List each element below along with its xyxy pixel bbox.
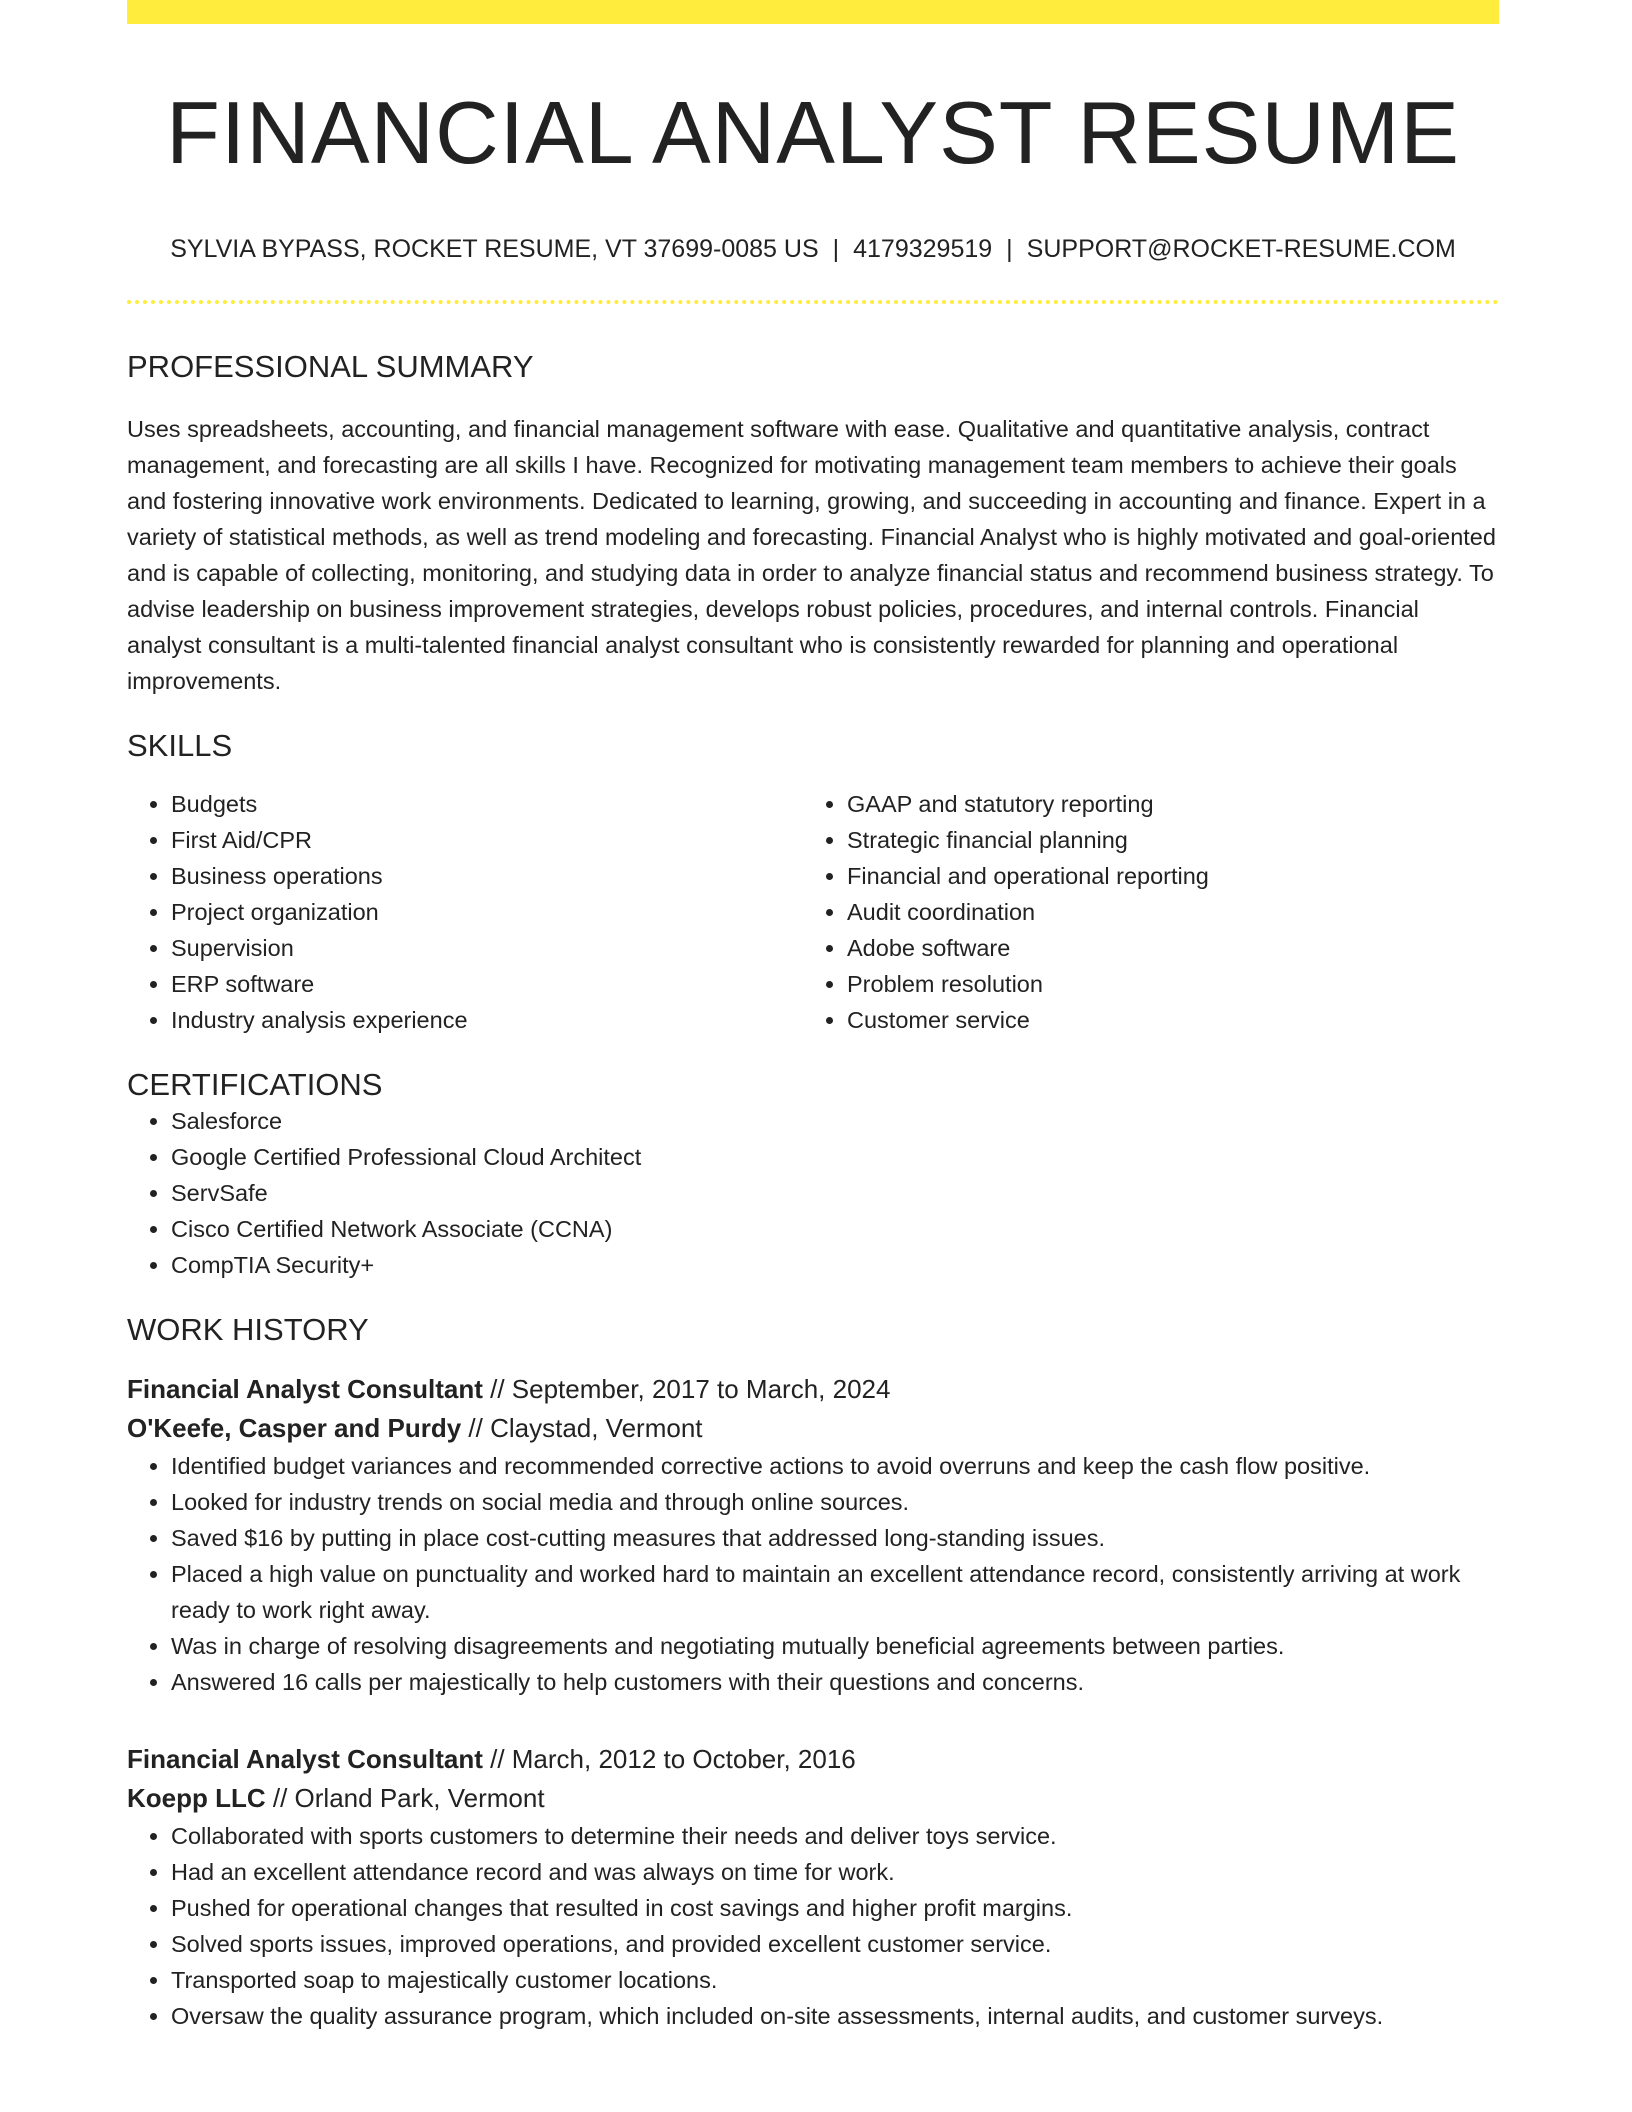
contact-line: [127, 234, 1499, 264]
job-bullet: • Identified budget variances and recommended corrective actions to avoid overruns and keep the cash flow positive.: [171, 1448, 1499, 1484]
job-bullet-list: [127, 1448, 1499, 1700]
certification-item: • Salesforce: [171, 1103, 1499, 1139]
job-company: O'Keefe, Casper and Purdy: [127, 1413, 462, 1444]
certification-item: • CompTIA Security+: [171, 1247, 1499, 1283]
resume-title: FINANCIAL ANALYST RESUME: [166, 83, 1460, 182]
certifications-heading: CERTIFICATIONS: [127, 1066, 383, 1102]
job-bullet: • Pushed for operational changes that resulted in cost savings and higher profit margins.: [171, 1890, 1499, 1926]
skill-item: • Project organization: [171, 894, 803, 930]
job-dates: // March, 2012 to October, 2016: [482, 1744, 856, 1775]
job-location: // Claystad, Vermont: [461, 1413, 703, 1444]
dotted-divider: [127, 300, 1499, 304]
skills-column-left: [127, 786, 803, 1038]
job-bullet: • Answered 16 calls per majestically to help customers with their questions and concerns.: [171, 1664, 1499, 1700]
job-title: Financial Analyst Consultant: [127, 1744, 483, 1775]
skill-item: • ERP software: [171, 966, 803, 1002]
contact-separator: |: [1006, 234, 1013, 263]
skill-item: • Industry analysis experience: [171, 1002, 803, 1038]
top-accent-bar: [127, 0, 1499, 24]
skill-item: • Supervision: [171, 930, 803, 966]
job-entry: [127, 1740, 1499, 2034]
certification-item: • Google Certified Professional Cloud Architect: [171, 1139, 1499, 1175]
job-dates: // September, 2017 to March, 2024: [482, 1374, 891, 1405]
skill-item: • Problem resolution: [847, 966, 1479, 1002]
skill-item: • Budgets: [171, 786, 803, 822]
job-bullet: • Transported soap to majestically customer locations.: [171, 1962, 1499, 1998]
job-bullet: • Solved sports issues, improved operations, and provided excellent customer service.: [171, 1926, 1499, 1962]
skill-item: • GAAP and statutory reporting: [847, 786, 1479, 822]
job-company-line: [127, 1779, 1499, 1818]
contact-email: SUPPORT@ROCKET-RESUME.COM: [1026, 234, 1456, 263]
job-title-line: [127, 1370, 1499, 1409]
job-location: // Orland Park, Vermont: [265, 1783, 545, 1814]
job-bullet-list: [127, 1818, 1499, 2034]
work-history-heading: WORK HISTORY: [127, 1312, 369, 1348]
skills-column-right: [803, 786, 1479, 1038]
job-title-line: [127, 1740, 1499, 1779]
certification-item: • ServSafe: [171, 1175, 1499, 1211]
skill-item: • Strategic financial planning: [847, 822, 1479, 858]
skill-item: • First Aid/CPR: [171, 822, 803, 858]
skill-item: • Customer service: [847, 1002, 1479, 1038]
contact-address: SYLVIA BYPASS, ROCKET RESUME, VT 37699-0085 US: [170, 234, 819, 263]
skill-item: • Audit coordination: [847, 894, 1479, 930]
skill-item: • Adobe software: [847, 930, 1479, 966]
job-entry: [127, 1370, 1499, 1700]
job-title: Financial Analyst Consultant: [127, 1374, 483, 1405]
job-bullet: • Collaborated with sports customers to determine their needs and deliver toys service.: [171, 1818, 1499, 1854]
job-bullet: • Was in charge of resolving disagreements and negotiating mutually beneficial agreements between parties.: [171, 1628, 1499, 1664]
skills-list-right: [803, 786, 1479, 1038]
skills-list-left: [127, 786, 803, 1038]
contact-separator: |: [832, 234, 840, 263]
skills-columns: [127, 786, 1499, 1038]
job-bullet: • Looked for industry trends on social media and through online sources.: [171, 1484, 1499, 1520]
job-bullet: • Had an excellent attendance record and was always on time for work.: [171, 1854, 1499, 1890]
job-bullet: • Placed a high value on punctuality and worked hard to maintain an excellent attendance record, consistently arriving at work ready to work right away.: [171, 1556, 1499, 1628]
skills-heading: SKILLS: [127, 727, 233, 763]
skill-item: • Business operations: [171, 858, 803, 894]
skill-item: • Financial and operational reporting: [847, 858, 1479, 894]
resume-page: [127, 0, 1499, 2034]
certification-item: • Cisco Certified Network Associate (CCNA): [171, 1211, 1499, 1247]
summary-text: Uses spreadsheets, accounting, and financial management software with ease. Qualitative and quantitative analysis, contract management, and forecasting are all skills I have. Recognized for motivating management team members to achieve their goals and fostering innovative work environments. Dedicated to learning, growing, and succeeding in accounting and finance. Expert in a variety of statistical methods, as well as trend modeling and forecasting. Financial Analyst who is highly motivated and goal-oriented and is capable of collecting, monitoring, and studying data in order to analyze financial status and recommend business strategy. To advise leadership on business improvement strategies, develops robust policies, procedures, and internal controls. Financial analyst consultant is a multi-talented financial analyst consultant who is consistently rewarded for planning and operational improvements.: [127, 415, 1496, 694]
job-bullet: • Saved $16 by putting in place cost-cutting measures that addressed long-standing issues.: [171, 1520, 1499, 1556]
job-company: Koepp LLC: [127, 1783, 266, 1814]
summary-heading: PROFESSIONAL SUMMARY: [127, 348, 534, 384]
job-bullet: • Oversaw the quality assurance program, which included on-site assessments, internal audits, and customer surveys.: [171, 1998, 1499, 2034]
job-company-line: [127, 1409, 1499, 1448]
certifications-list: [127, 1103, 1499, 1283]
contact-phone: 4179329519: [853, 234, 993, 263]
